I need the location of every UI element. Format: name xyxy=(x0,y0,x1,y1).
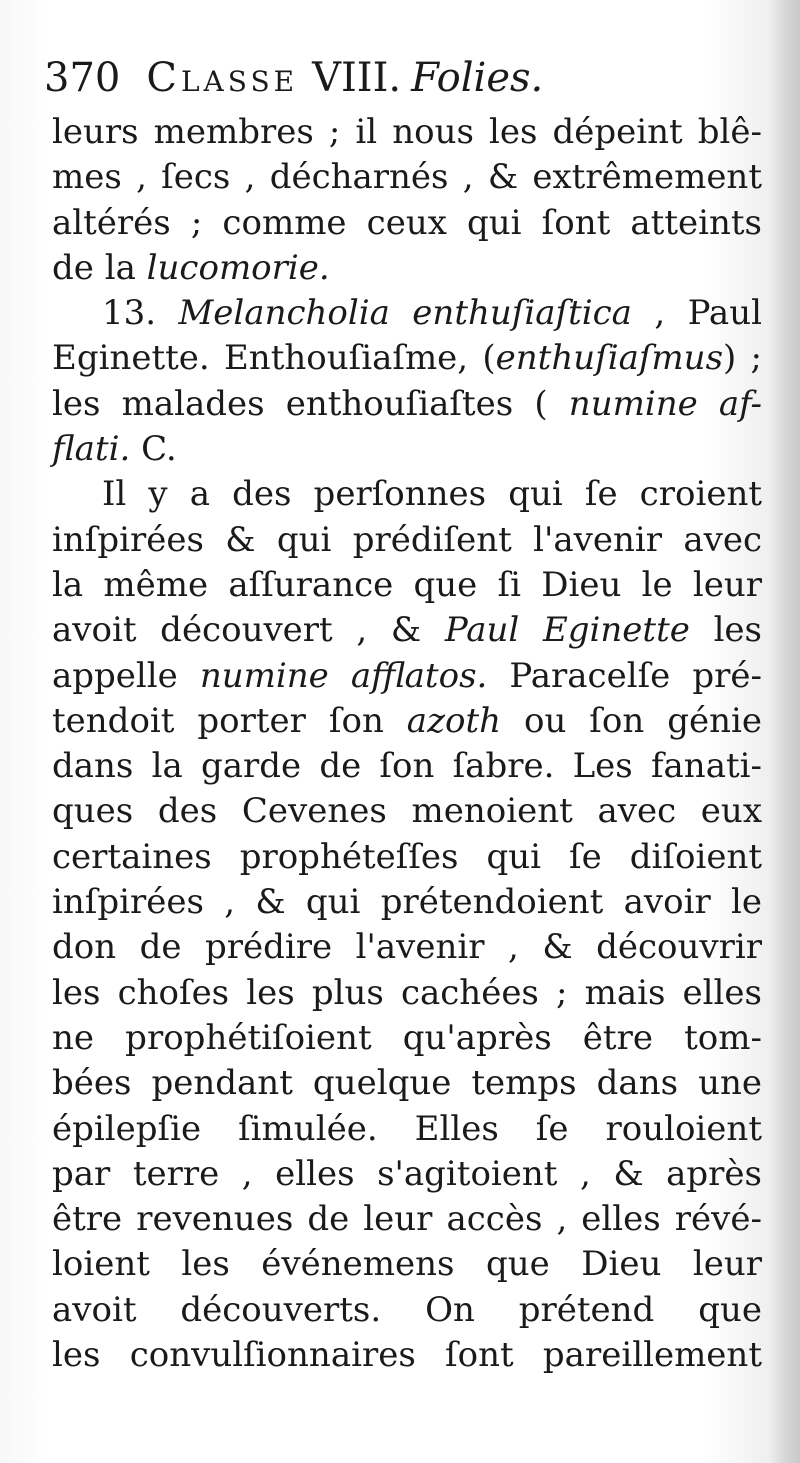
italic-text: enthuſiaſmus xyxy=(495,338,724,379)
text-run: C. xyxy=(130,429,177,470)
text-run: tendoit porter ſon xyxy=(52,700,407,741)
text-line xyxy=(52,1288,762,1333)
text-line xyxy=(52,925,762,970)
text-run: épilepſie ſimulée. Elles ſe rouloient xyxy=(52,1108,762,1149)
text-run: ne prophétiſoient qu'après être tom- xyxy=(52,1017,762,1058)
text-run: inſpirées , & qui prétendoient avoir le xyxy=(52,882,762,923)
text-line xyxy=(52,1152,762,1197)
text-run: altérés ; comme ceux qui ſont atteints xyxy=(52,202,762,243)
text-run: dans la garde de ſon ſabre. Les fanati- xyxy=(52,746,762,787)
text-line xyxy=(52,110,762,155)
text-line xyxy=(52,291,762,336)
text-run: les convulſionnaires ſont pareillement xyxy=(52,1335,762,1376)
text-line xyxy=(52,336,762,381)
header-classe: Classe xyxy=(146,55,299,101)
text-run: les choſes les plus cachées ; mais elles xyxy=(52,972,762,1013)
text-run: les xyxy=(689,610,763,651)
text-line xyxy=(52,201,762,246)
text-line xyxy=(52,427,762,472)
text-run: avoit découvert , & xyxy=(52,610,445,651)
text-line xyxy=(52,472,762,517)
text-run: Il y a des perſonnes qui ſe croient xyxy=(102,474,762,515)
text-run: les malades enthouſiaſtes ( xyxy=(52,383,569,424)
text-line xyxy=(52,654,762,699)
text-line xyxy=(52,789,762,834)
text-line xyxy=(52,880,762,925)
text-run: la même aſſurance que ſi Dieu le leur xyxy=(52,564,762,605)
text-run: avoit découverts. On prétend que xyxy=(52,1289,762,1330)
page-number: 370 xyxy=(44,55,121,101)
italic-text: azoth xyxy=(406,700,502,741)
text-run: Paracelſe pré- xyxy=(487,655,762,696)
text-run: être revenues de leur accès , elles révé- xyxy=(52,1199,762,1240)
page-edge-shadow xyxy=(770,0,800,1463)
text-run: de la xyxy=(52,247,147,288)
text-line xyxy=(52,155,762,200)
text-run: leurs membres ; il nous les dépeint blê- xyxy=(52,112,762,152)
italic-text: Melancholia enthuſiaſtica xyxy=(178,293,632,334)
body-text xyxy=(52,110,762,1378)
text-line xyxy=(52,563,762,608)
text-line xyxy=(52,1016,762,1061)
text-line xyxy=(52,744,762,789)
text-run: 13. xyxy=(102,293,179,334)
running-header xyxy=(44,48,744,108)
header-classe-number: VIII. xyxy=(312,55,402,101)
text-run: par terre , elles s'agitoient , & après xyxy=(52,1153,762,1194)
text-line xyxy=(52,1061,762,1106)
text-line xyxy=(52,608,762,653)
text-line xyxy=(52,699,762,744)
text-line xyxy=(52,1107,762,1152)
text-run: bées pendant quelque temps dans une xyxy=(52,1063,762,1104)
text-run: ou ſon génie xyxy=(501,700,762,741)
text-run: don de prédire l'avenir , & découvrir xyxy=(52,927,762,968)
text-line xyxy=(52,835,762,880)
text-line xyxy=(52,246,762,291)
italic-text: lucomorie. xyxy=(146,247,330,288)
text-run: inſpirées & qui prédiſent l'avenir avec xyxy=(52,519,762,560)
text-run: ques des Cevenes menoient avec eux xyxy=(52,791,762,832)
text-run: certaines prophéteſſes qui ſe diſoient xyxy=(52,836,762,877)
text-line xyxy=(52,1333,762,1378)
text-line xyxy=(52,1242,762,1287)
text-line xyxy=(52,382,762,427)
text-run: loient les événemens que Dieu leur xyxy=(52,1244,762,1285)
text-run: Eginette. Enthouſiaſme, ( xyxy=(52,338,496,379)
text-line xyxy=(52,971,762,1016)
italic-text: numine af- xyxy=(568,383,763,424)
text-line xyxy=(52,518,762,563)
text-run: , Paul xyxy=(631,293,762,334)
italic-text: numine afflatos. xyxy=(199,655,488,696)
text-run: appelle xyxy=(52,655,200,696)
italic-text: Paul Eginette xyxy=(444,610,690,651)
italic-text: flati. xyxy=(52,429,131,470)
text-run: mes , ſecs , décharnés , & extrêmement xyxy=(52,157,762,198)
text-line xyxy=(52,1197,762,1242)
header-section: Folies. xyxy=(411,55,544,101)
text-run: ) ; xyxy=(723,338,762,379)
